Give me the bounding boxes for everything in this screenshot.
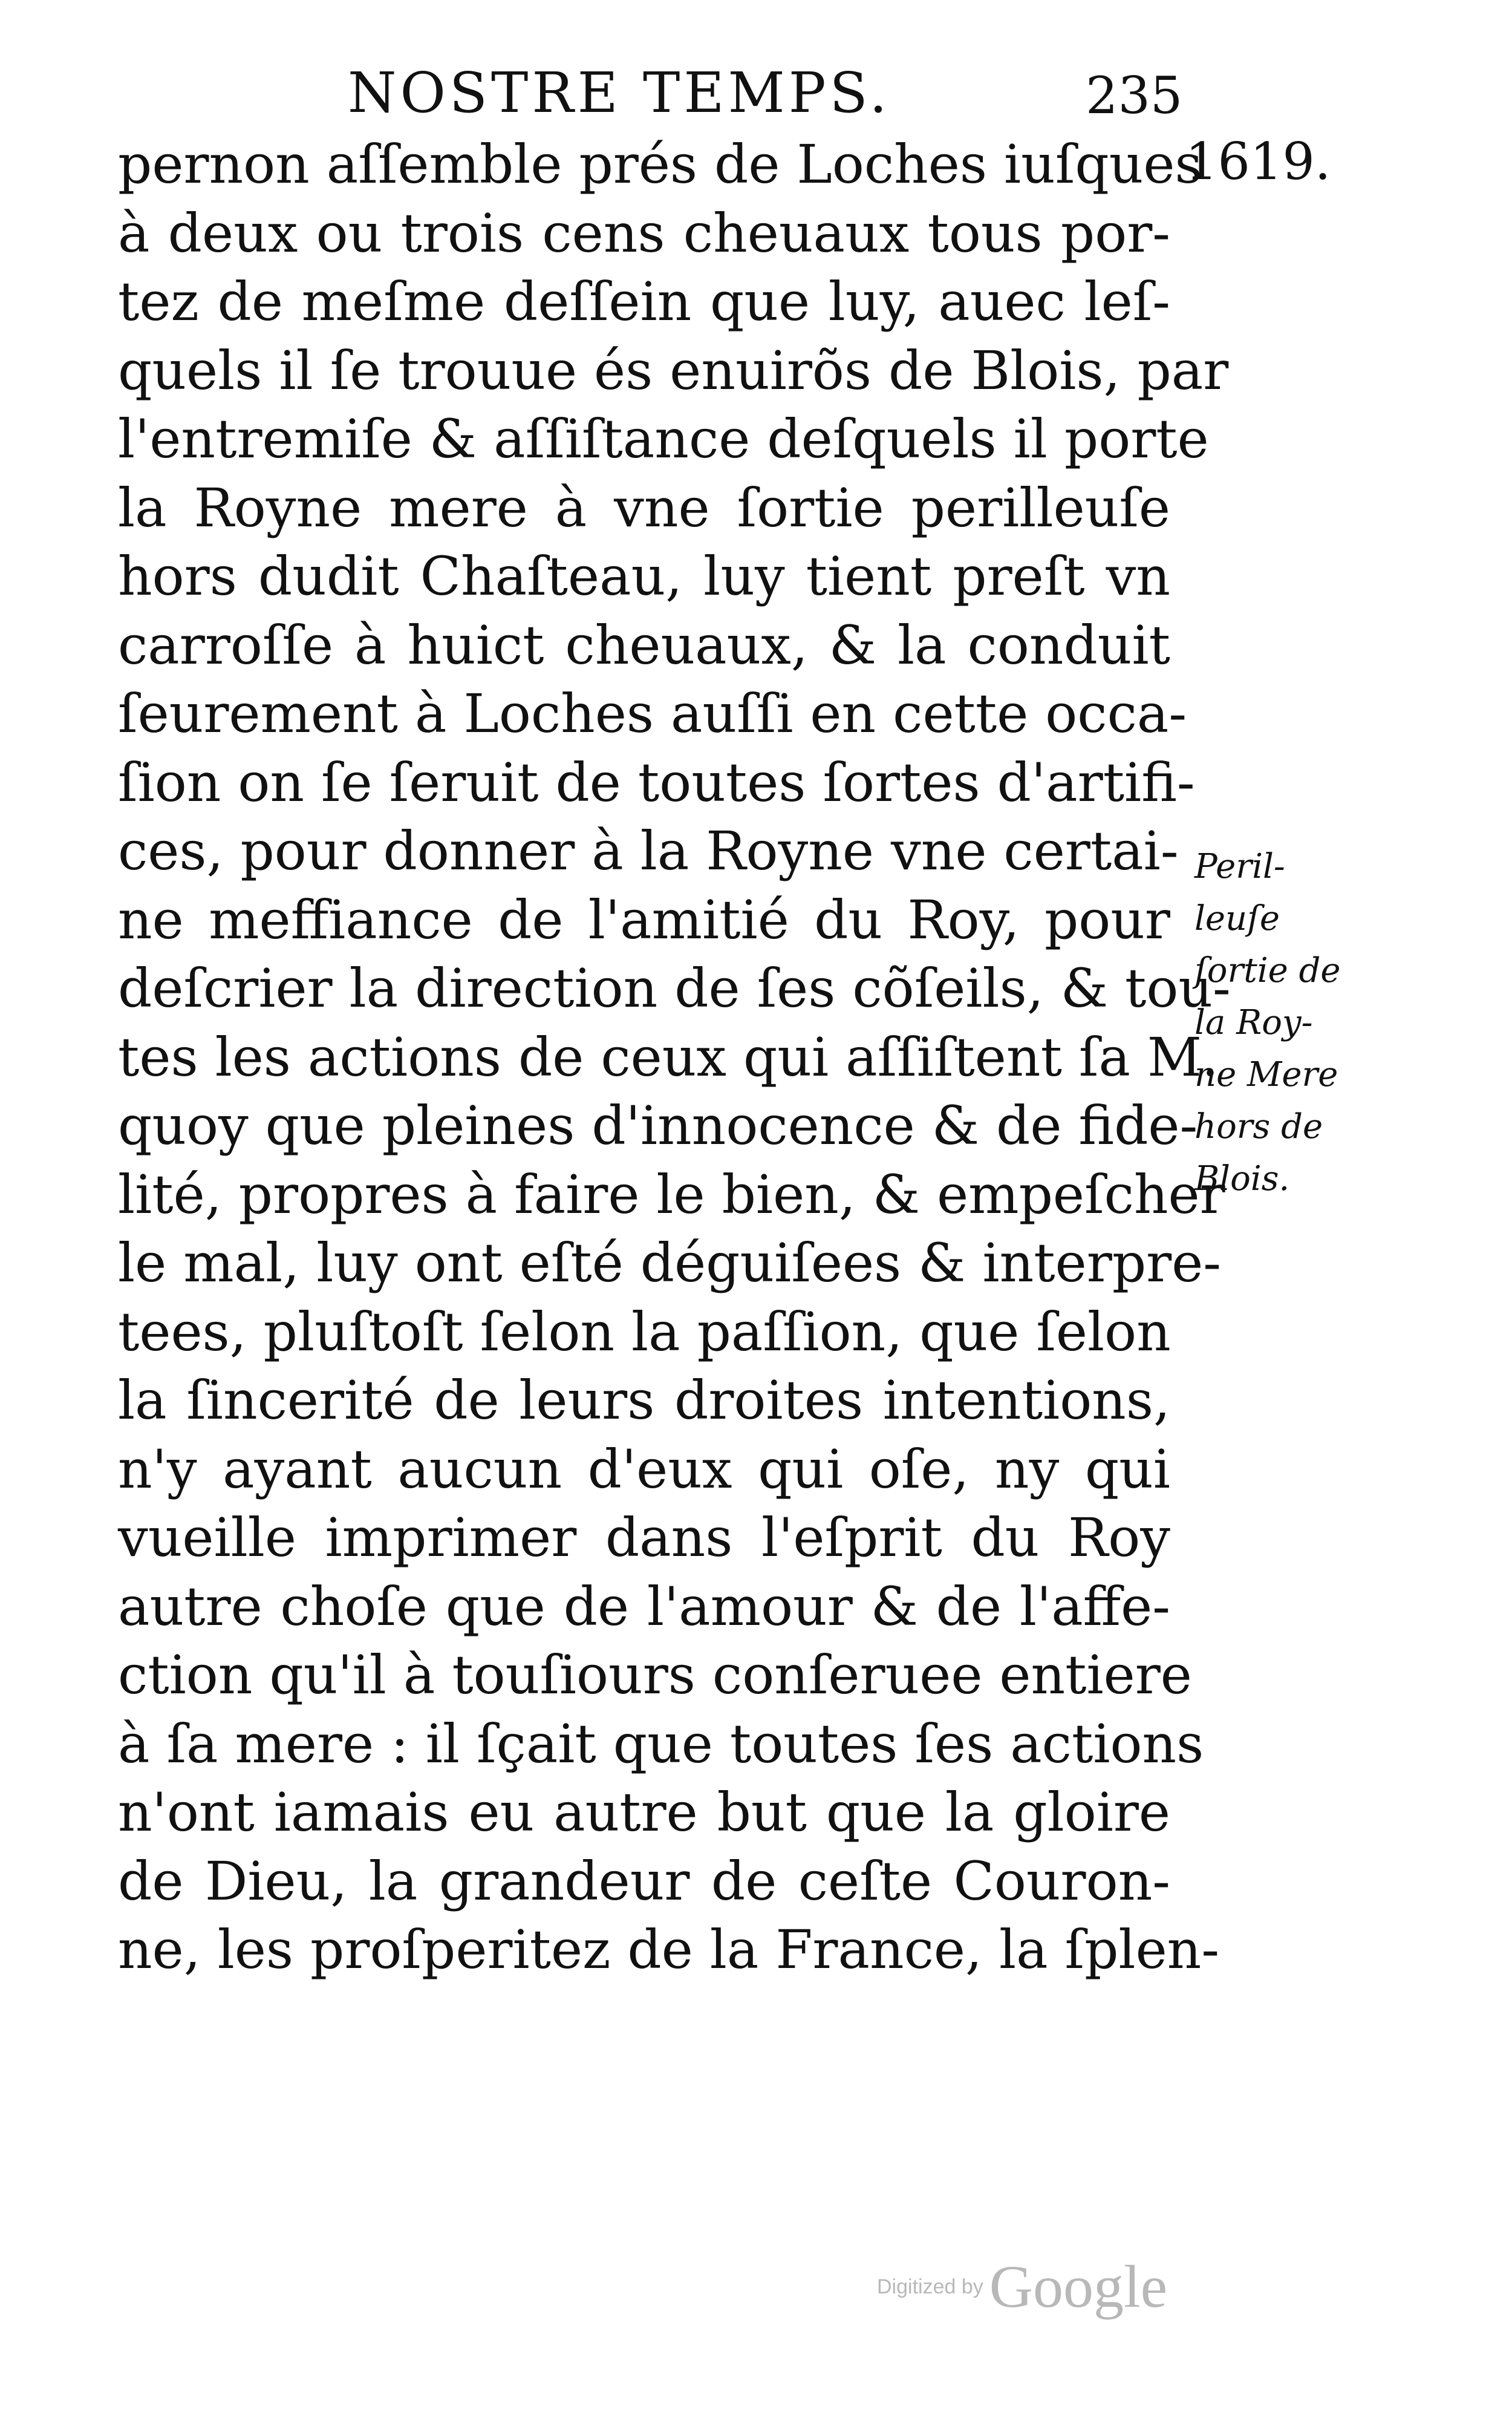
text-line: ſeurement à Loches auſſi en cette occa- — [118, 682, 1187, 745]
text-line: pernon aſſemble prés de Loches iuſques — [118, 133, 1202, 195]
text-line: à ſa mere : il ſçait que toutes ſes actions — [118, 1712, 1204, 1775]
text-line: ces, pour donner à la Royne vne certai- — [118, 820, 1179, 882]
margin-note-line: hors de — [1194, 1107, 1323, 1146]
text-line: de Dieu, la grandeur de ceſte Couron- — [118, 1849, 1170, 1912]
text-line: carroſſe à huict cheuaux, & la conduit — [118, 613, 1170, 676]
text-line: la Royne mere à vne ſortie perilleuſe — [118, 476, 1170, 539]
text-line: ſion on ſe ſeruit de toutes ſortes d'artifi- — [118, 751, 1195, 814]
margin-note-line: ne Mere — [1194, 1055, 1338, 1094]
text-line: tez de meſme deſſein que luy, auec leſ- — [118, 270, 1170, 333]
text-line: le mal, luy ont eſté déguiſees & interpre- — [118, 1232, 1222, 1294]
margin-note-line: Peril- — [1194, 847, 1285, 886]
digitization-watermark — [877, 2253, 1168, 2320]
digitized-by-text: Digitized by — [877, 2275, 983, 2298]
google-logo: Google — [989, 2253, 1168, 2320]
margin-note-line: Blois. — [1194, 1159, 1290, 1198]
text-line: vueille imprimer dans l'eſprit du Roy — [118, 1506, 1170, 1569]
body-text — [118, 130, 1231, 1984]
text-line: tes les actions de ceux qui aſſiſtent ſa M. — [118, 1025, 1219, 1088]
margin-note-line: leuſe — [1194, 899, 1280, 938]
text-line: quoy que pleines d'innocence & de fide- — [118, 1094, 1198, 1157]
margin-note-line: la Roy- — [1194, 1003, 1313, 1042]
text-line: à deux ou trois cens cheuaux tous por- — [118, 201, 1170, 264]
text-line: n'y ayant aucun d'eux qui oſe, ny qui — [118, 1437, 1170, 1500]
text-line: deſcrier la direction de ſes cõſeils, & tou- — [118, 957, 1231, 1019]
text-line: autre choſe que de l'amour & de l'affe- — [118, 1575, 1170, 1638]
text-line: hors dudit Chaſteau, luy tient preſt vn — [118, 545, 1170, 607]
text-line: quels il ſe trouue és enuirõs de Blois, par — [118, 339, 1229, 402]
text-line: n'ont iamais eu autre but que la gloire — [118, 1781, 1170, 1843]
text-line: tees, pluſtoſt ſelon la paſſion, que ſelon — [118, 1300, 1171, 1363]
text-line: la ſincerité de leurs droites intentions, — [118, 1369, 1170, 1431]
text-line: ction qu'il à touſiours conſeruee entiere — [118, 1644, 1192, 1706]
text-line: ne, les proſperitez de la France, la ſplen- — [118, 1918, 1220, 1981]
text-line: l'entremiſe & aſſiſtance deſquels il porte — [118, 408, 1209, 470]
margin-year: 1619. — [1185, 132, 1331, 191]
page-number: 235 — [1086, 66, 1183, 125]
margin-note-line: ſortie de — [1194, 951, 1341, 990]
text-line: ne meffiance de l'amitié du Roy, pour — [118, 888, 1170, 951]
margin-note — [1194, 841, 1341, 1205]
running-head-title: NOSTRE TEMPS. — [348, 60, 891, 125]
text-line: lité, propres à faire le bien, & empeſcher — [118, 1163, 1225, 1226]
